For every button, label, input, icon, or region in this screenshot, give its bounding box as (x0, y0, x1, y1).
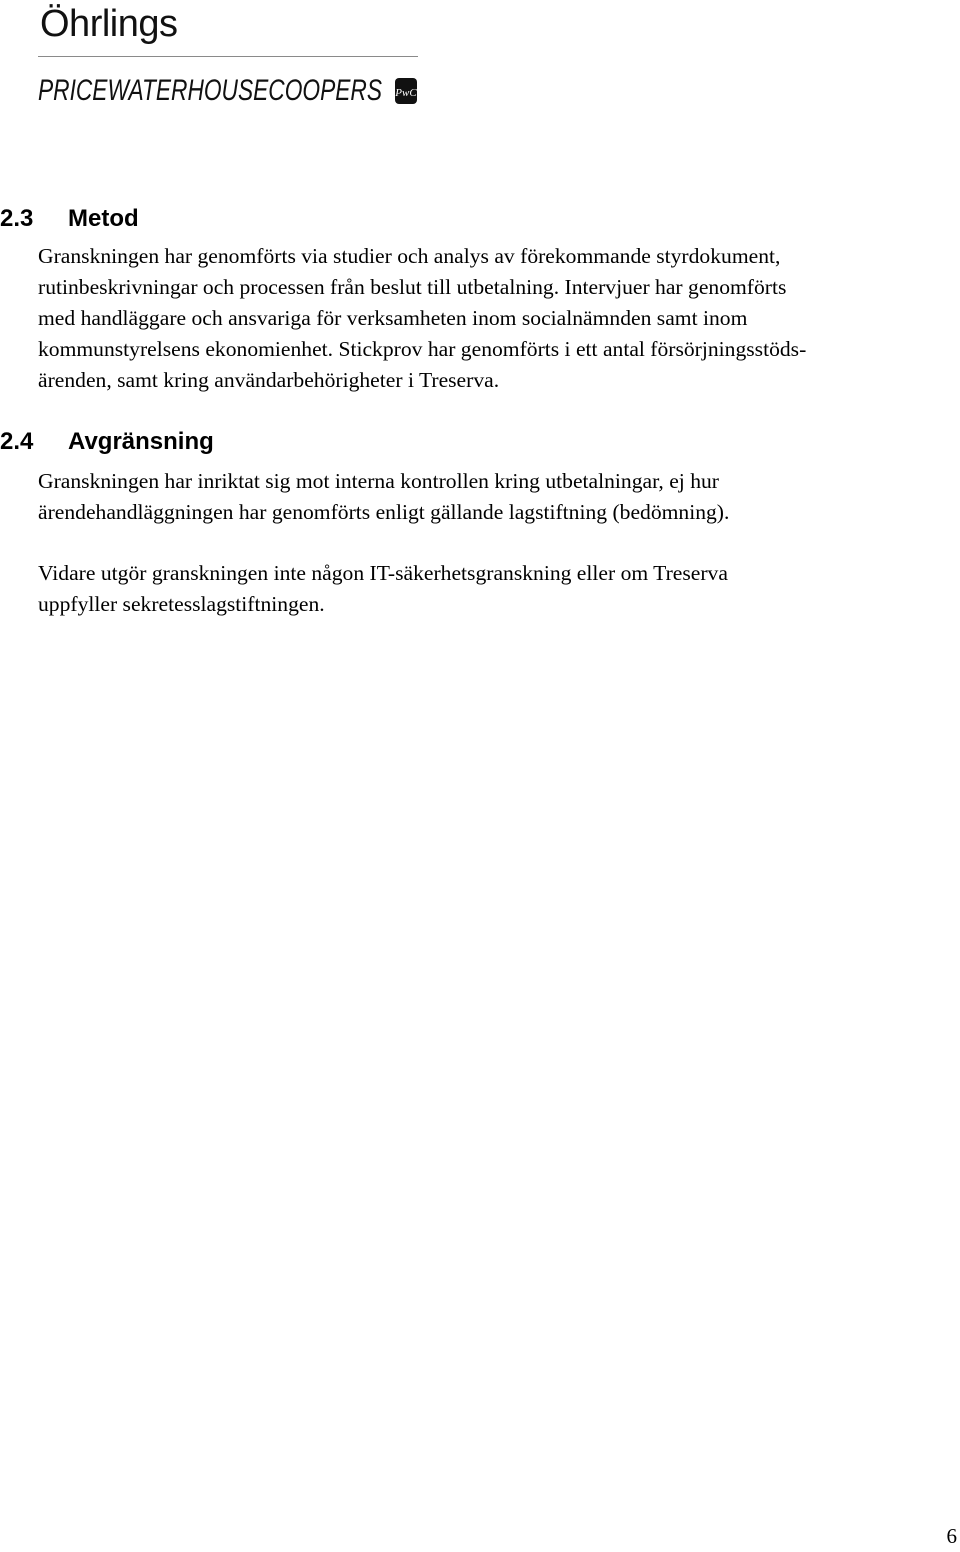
paragraph-line: Granskningen har inriktat sig mot interna kontrollen kring utbetalningar, ej hur (38, 469, 719, 493)
page-number: 6 (946, 1524, 957, 1548)
logo-divider (38, 56, 418, 57)
pwc-seal-icon (394, 78, 417, 104)
paragraph-line: uppfyller sekretesslagstiftningen. (38, 592, 325, 616)
svg-text:PwC: PwC (395, 87, 417, 99)
section-title: Metod (68, 205, 139, 232)
paragraph-line: med handläggare och ansvariga för verksamheten inom socialnämnden samt inom (38, 306, 748, 330)
section-title: Avgränsning (68, 428, 214, 455)
paragraph-line: Granskningen har genomförts via studier och analys av förekommande styrdokument, (38, 244, 781, 268)
section-heading-avgransning (0, 428, 214, 456)
metod-paragraph (38, 241, 938, 396)
paragraph-line: Vidare utgör granskningen inte någon IT-säkerhetsgranskning eller om Treserva (38, 561, 728, 585)
logo-wordmark-pricewaterhousecoopers (38, 66, 420, 118)
paragraph-line: ärendehandläggningen har genomförts enligt gällande lagstiftning (bedömning). (38, 500, 730, 524)
avgransning-paragraph-1 (38, 466, 938, 528)
logo-wordmark-ohrlings: Öhrlings (40, 3, 178, 45)
paragraph-line: rutinbeskrivningar och processen från beslut till utbetalning. Intervjuer har genomförts (38, 275, 787, 299)
company-logo (38, 2, 420, 107)
section-number: 2.4 (0, 428, 34, 455)
section-number: 2.3 (0, 205, 34, 232)
avgransning-paragraph-2 (38, 558, 938, 620)
svg-text:PRICEWATERHOUSECOOPERS: PRICEWATERHOUSECOOPERS (38, 74, 382, 107)
paragraph-line: ärenden, samt kring användarbehörigheter i Treserva. (38, 368, 500, 392)
section-heading-metod (0, 205, 139, 233)
paragraph-line: kommunstyrelsens ekonomienhet. Stickprov har genomförts i ett antal försörjningsstöds- (38, 337, 807, 361)
